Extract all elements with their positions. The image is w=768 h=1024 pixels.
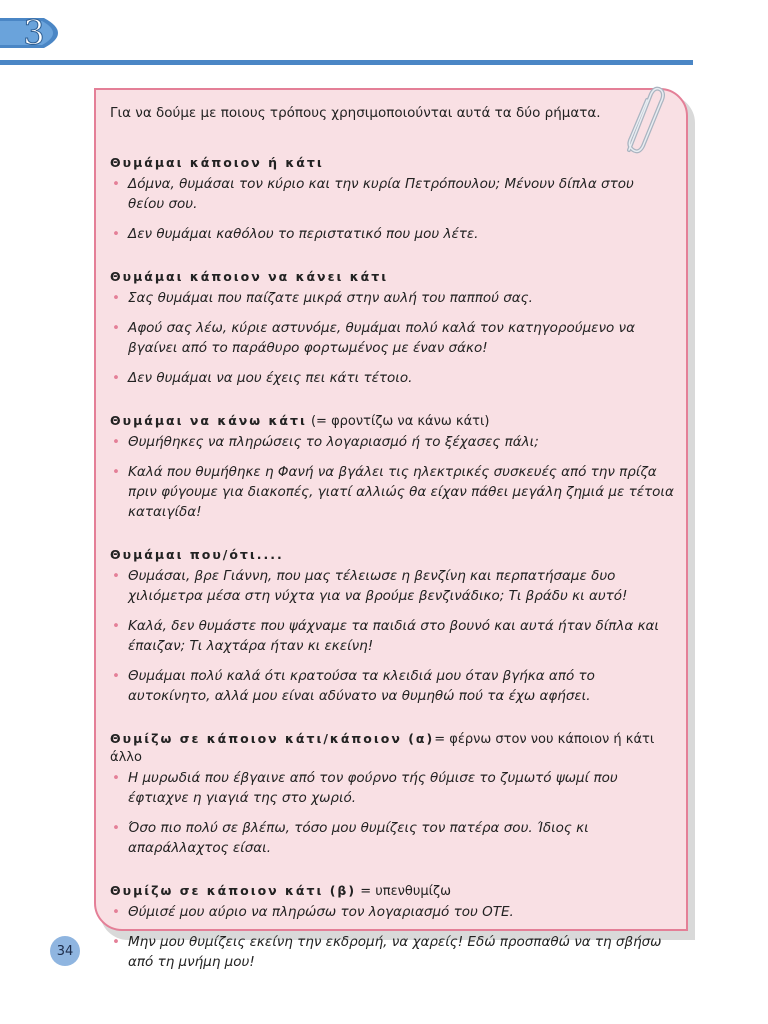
heading-note: (= φροντίζω να κάνω κάτι) <box>306 414 490 429</box>
section-6 <box>110 882 674 972</box>
example-item: • Η μυρωδιά που έβγαινε από τον φούρνο τής θύμισε το ζυμωτό ψωμί που έφτιαχνε η γιαγιά της στο χωριό. <box>110 768 674 808</box>
intro-text: Για να δούμε με ποιους τρόπους χρησιμοποιούνται αυτά τα δύο ρήματα. <box>110 105 601 121</box>
chapter-badge <box>0 12 72 54</box>
section-4 <box>110 546 674 706</box>
section-5 <box>110 730 674 858</box>
section-1 <box>110 154 674 244</box>
example-list <box>110 432 674 522</box>
example-list <box>110 768 674 858</box>
page-number: 34 <box>50 936 80 966</box>
example-item: • Θυμάμαι πολύ καλά ότι κρατούσα τα κλειδιά μου όταν βγήκα από το αυτοκίνητο, αλλά μου είναι αδύνατο να θυμηθώ πού τα έχω αφήσει. <box>110 666 674 706</box>
section-2 <box>110 268 674 388</box>
heading-phrase: Θυμάμαι που/ότι.... <box>110 547 284 562</box>
heading-phrase: Θυμάμαι κάποιον ή κάτι <box>110 155 324 170</box>
example-item: • Δόμνα, θυμάσαι τον κύριο και την κυρία Πετρόπουλου; Μένουν δίπλα στου θείου σου. <box>110 174 674 214</box>
example-item: • Δεν θυμάμαι να μου έχεις πει κάτι τέτοιο. <box>110 368 674 388</box>
section-heading <box>110 730 674 766</box>
heading-phrase: Θυμάμαι να κάνω κάτι <box>110 413 307 428</box>
example-item: • Αφού σας λέω, κύριε αστυνόμε, θυμάμαι πολύ καλά τον κατηγορούμενο να βγαίνει από το παράθυρο φορτωμένος με έναν σάκο! <box>110 318 674 358</box>
example-item: • Καλά που θυμήθηκε η Φανή να βγάλει τις ηλεκτρικές συσκευές από την πρίζα πριν φύγουμε για διακοπές, γιατί αλλιώς θα είχαν πάθει μεγάλη ζημιά με τέτοια καταιγίδα! <box>110 462 674 522</box>
heading-phrase: Θυμίζω σε κάποιον κάτι/κάποιον (α) <box>110 731 435 746</box>
example-item: • Σας θυμάμαι που παίζατε μικρά στην αυλή του παππού σας. <box>110 288 674 308</box>
section-heading <box>110 268 674 286</box>
example-item: • Όσο πιο πολύ σε βλέπω, τόσο μου θυμίζεις τον πατέρα σου. Ίδιος κι απαράλλαχτος είσαι. <box>110 818 674 858</box>
section-heading <box>110 546 674 564</box>
top-divider <box>0 60 693 65</box>
heading-phrase: Θυμάμαι κάποιον να κάνει κάτι <box>110 269 389 284</box>
section-heading <box>110 882 674 900</box>
paperclip-icon <box>615 84 665 156</box>
example-item: • Δεν θυμάμαι καθόλου το περιστατικό που μου λέτε. <box>110 224 674 244</box>
heading-note: = φέρνω στον νου κάποιον ή κάτι άλλο <box>110 732 655 765</box>
example-list <box>110 288 674 388</box>
example-list <box>110 902 674 972</box>
section-3 <box>110 412 674 522</box>
chapter-number: 3 <box>23 13 45 53</box>
example-item: • Καλά, δεν θυμάστε που ψάχναμε τα παιδιά στο βουνό και αυτά ήταν δίπλα και έπαιζαν; Τι λαχτάρα ήταν κι εκείνη! <box>110 616 674 656</box>
example-item: • Θύμισέ μου αύριο να πληρώσω τον λογαριασμό του ΟΤΕ. <box>110 902 674 922</box>
heading-phrase: Θυμίζω σε κάποιον κάτι (β) <box>110 883 357 898</box>
example-list <box>110 566 674 706</box>
example-item: • Μην μου θυμίζεις εκείνη την εκδρομή, να χαρείς! Εδώ προσπαθώ να τη σβήσω από τη μνήμη μου! <box>110 932 674 972</box>
example-item: • Θυμήθηκες να πληρώσεις το λογαριασμό ή το ξέχασες πάλι; <box>110 432 674 452</box>
section-heading <box>110 154 674 172</box>
example-item: • Θυμάσαι, βρε Γιάννη, που μας τέλειωσε η βενζίνη και περπατήσαμε δυο χιλιόμετρα μέσα στη νύχτα για να βρούμε βενζινάδικο; Τι βράδυ κι αυτό! <box>110 566 674 606</box>
example-list <box>110 174 674 244</box>
heading-note: = υπενθυμίζω <box>356 884 451 899</box>
grammar-card <box>94 88 688 970</box>
section-heading <box>110 412 674 430</box>
